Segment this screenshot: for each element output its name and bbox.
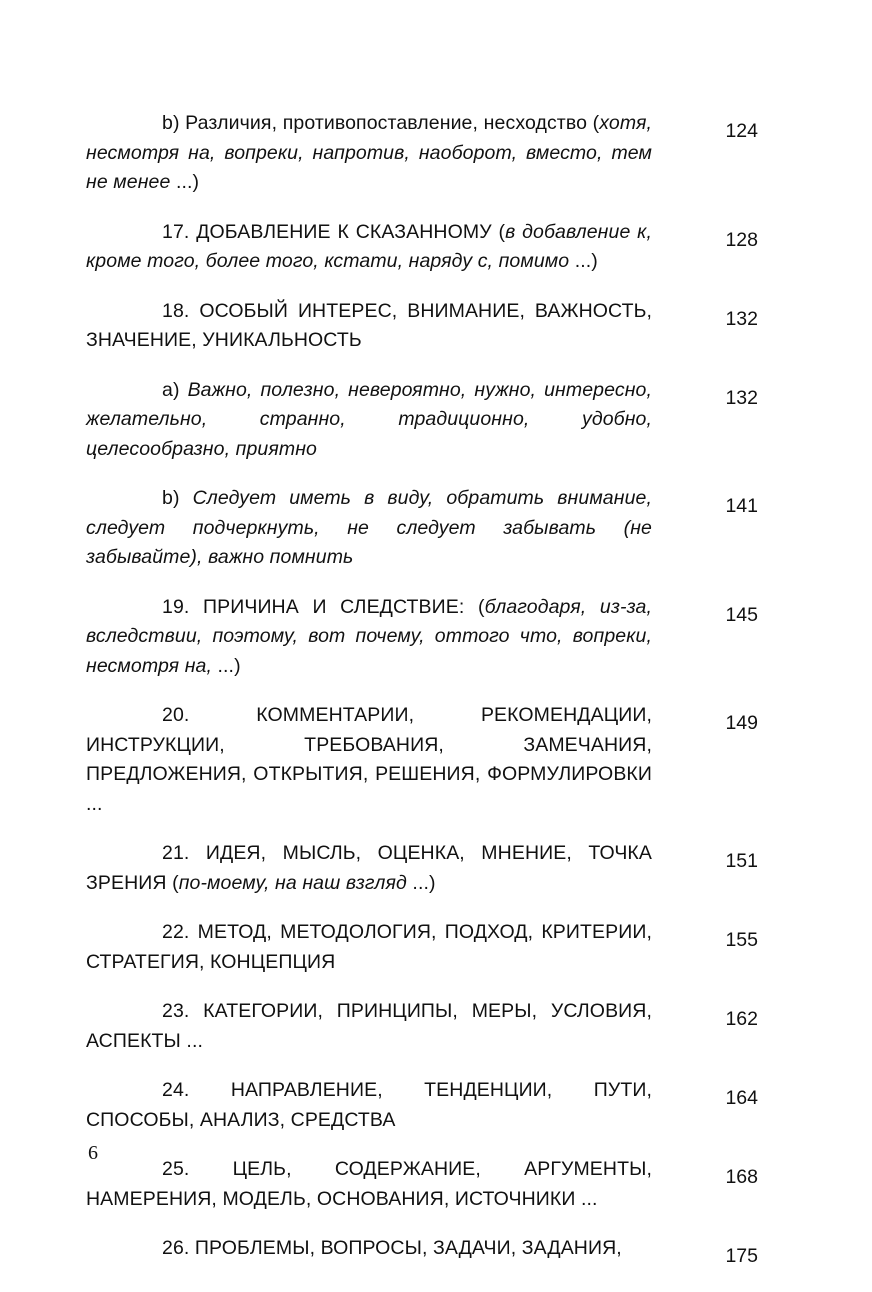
toc-entry-examples: Важно, полезно, невероятно, нужно, интересно, желательно, странно, традиционно, удобно, целесообразно, приятно [86,378,652,460]
toc-entry-title [86,109,652,198]
toc-entry-text: 18. ОСОБЫЙ ИНТЕРЕС, ВНИМАНИЕ, ВАЖНОСТЬ, ЗНАЧЕНИЕ, УНИКАЛЬНОСТЬ [86,299,652,351]
toc-entry-text: 17. ДОБАВЛЕНИЕ К СКАЗАННОМУ ( [162,220,506,243]
toc-entry [86,1155,786,1214]
toc-entry-text: b) [162,487,193,509]
toc-entry-examples: хотя, несмотря на, вопреки, напротив, наоборот, вместо, тем не менее [86,112,652,193]
toc-entry [86,1234,786,1272]
toc-entry-page-number: 141 [725,495,758,517]
toc-entry-text: 25. ЦЕЛЬ, СОДЕРЖАНИЕ, АРГУМЕНТЫ, НАМЕРЕНИЯ, МОДЕЛЬ, ОСНОВАНИЯ, ИСТОЧНИКИ ... [86,1158,652,1210]
toc-entry-text: ...) [212,654,241,677]
toc-entry-page-number: 128 [725,228,758,251]
toc-entry-title [86,484,652,573]
toc-entry-page-number: 149 [725,712,758,734]
toc-entry-examples: Следует иметь в виду, обратить внимание, следует подчеркнуть, не следует забывать (не забывайте), важно помнить [86,487,652,568]
toc-entry-page-number: 155 [725,929,758,951]
toc-entry [86,376,786,465]
toc-entry [86,484,786,573]
toc-entry-text: 23. КАТЕГОРИИ, ПРИНЦИПЫ, МЕРЫ, УСЛОВИЯ, АСПЕКТЫ ... [86,1000,652,1052]
toc-entry-page-number: 168 [725,1166,758,1188]
toc-entry-text: 26. ПРОБЛЕМЫ, ВОПРОСЫ, ЗАДАЧИ, ЗАДАНИЯ, [162,1237,622,1259]
toc-entry-page-number: 151 [725,850,758,872]
toc-entry-title [86,218,652,277]
toc-entry-text: 19. ПРИЧИНА И СЛЕДСТВИЕ: ( [162,595,485,618]
toc-entry [86,918,786,977]
toc-entry-title [86,376,652,465]
toc-entry-text: b) Различия, противопоставление, несходство ( [162,112,600,134]
toc-entry-text: ...) [569,250,598,272]
toc-entry [86,1076,786,1135]
toc-entry [86,839,786,898]
toc-entry-title [86,297,652,356]
toc-entry-page-number: 162 [725,1008,758,1030]
toc-entry-title [86,701,652,819]
toc-entry-examples: в добавление к, кроме того, более того, кстати, наряду с, помимо [86,220,653,272]
toc-entry-examples: по-моему, на наш взгляд [178,871,407,894]
toc-entry-page-number: 145 [725,603,758,626]
toc-entry-text: a) [162,378,188,401]
toc-entry [86,701,786,819]
toc-entry-text: 22. МЕТОД, МЕТОДОЛОГИЯ, ПОДХОД, КРИТЕРИИ, СТРАТЕГИЯ, КОНЦЕПЦИЯ [86,921,652,973]
toc-entry [86,297,786,356]
toc-entry-page-number: 132 [725,386,758,409]
toc-entry [86,109,786,198]
toc-entry-text: ...) [170,171,200,193]
toc-entry-title [86,839,652,898]
toc-entry-text: 24. НАПРАВЛЕНИЕ, ТЕНДЕНЦИИ, ПУТИ, СПОСОБЫ, АНАЛИЗ, СРЕДСТВА [86,1079,652,1131]
toc-entry-title [86,997,652,1056]
toc-entry-title [86,1234,652,1264]
toc-entry-text: ...) [406,871,436,894]
toc-entry-title [86,1076,652,1135]
toc-entry-page-number: 124 [725,120,758,142]
toc-entry-page-number: 132 [725,307,758,330]
toc-entry [86,997,786,1056]
toc-entry-title [86,593,652,682]
toc-entry-title [86,1155,652,1214]
toc-entry [86,593,786,682]
toc-entry [86,218,786,277]
toc-entry-title [86,918,652,977]
toc-entry-text: 21. ИДЕЯ, МЫСЛЬ, ОЦЕНКА, МНЕНИЕ, ТОЧКА ЗРЕНИЯ ( [86,842,652,894]
table-of-contents [86,109,786,1292]
toc-entry-page-number: 164 [725,1087,758,1109]
toc-entry-page-number: 175 [725,1245,758,1267]
toc-entry-text: 20. КОММЕНТАРИИ, РЕКОМЕНДАЦИИ, ИНСТРУКЦИИ, ТРЕБОВАНИЯ, ЗАМЕЧАНИЯ, ПРЕДЛОЖЕНИЯ, ОТКРЫТИЯ, РЕШЕНИЯ, ФОРМУЛИРОВКИ ... [86,704,652,815]
page-number: 6 [88,1142,98,1164]
toc-entry-examples: благодаря, из-за, вследствии, поэтому, вот почему, оттого что, вопреки, несмотря на, [86,595,652,677]
